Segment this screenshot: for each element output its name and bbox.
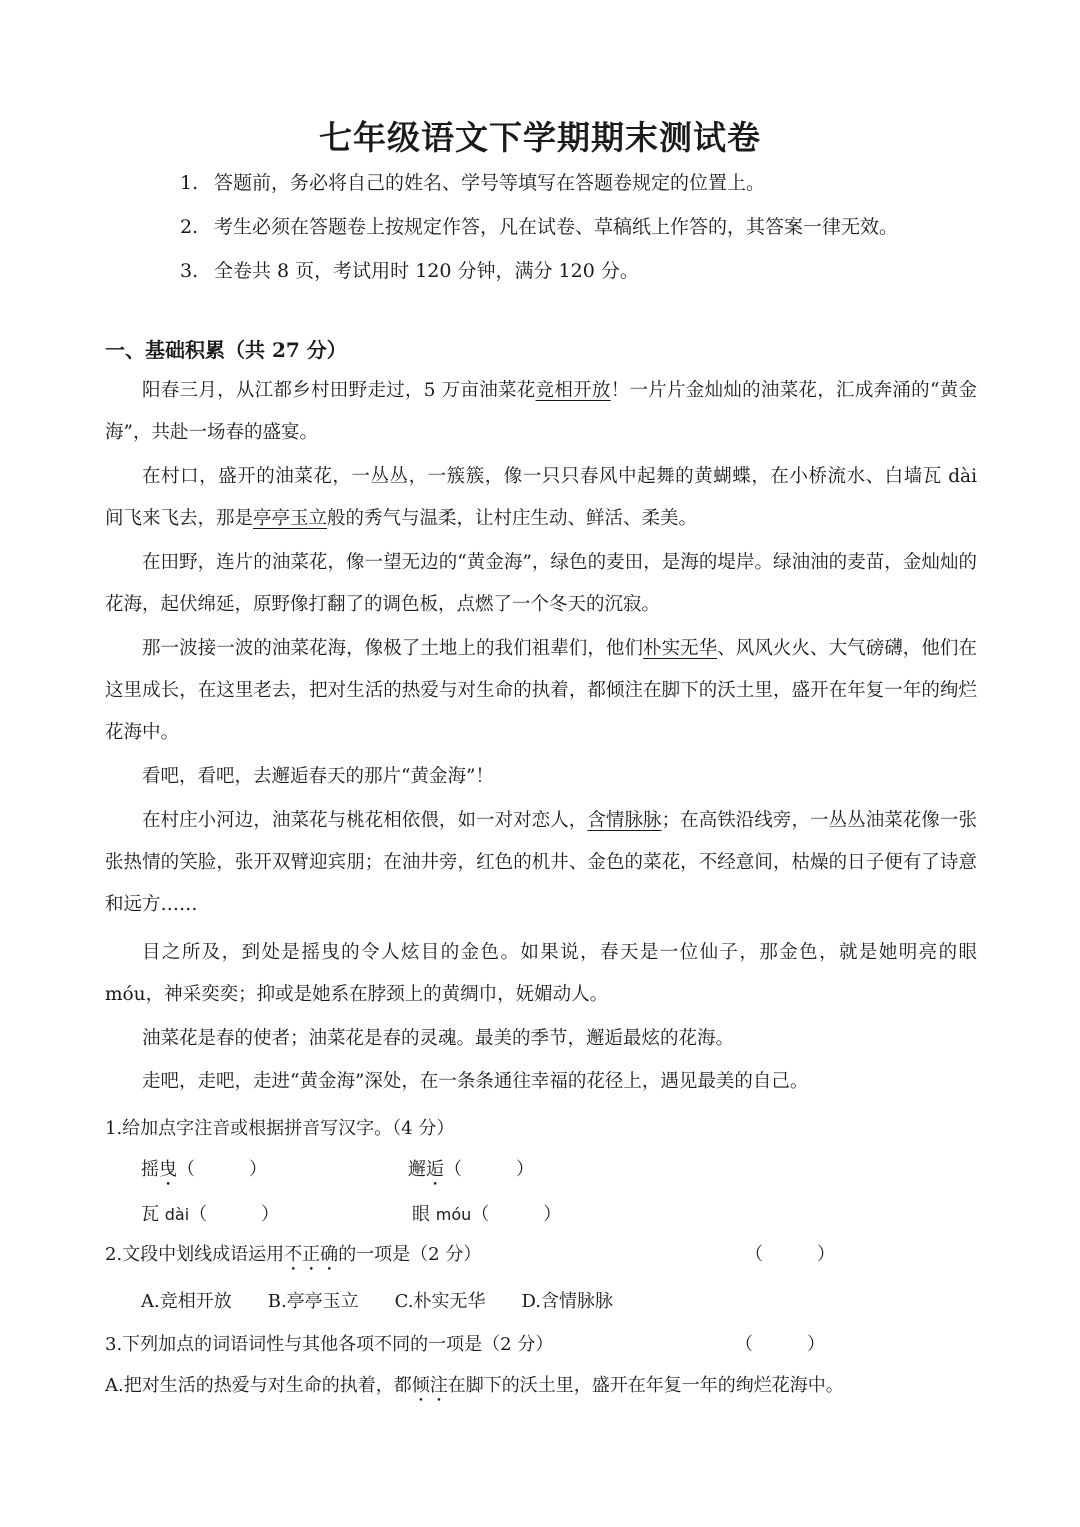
question-1-item-4: 眼 móu（ ） [412, 1204, 562, 1225]
notice-1 [180, 168, 765, 195]
passage-paragraph-8: 油菜花是春的使者；油菜花是春的灵魂。最美的季节，邂逅最炫的花海。 [142, 1028, 735, 1049]
underlined-idiom: 朴实无华 [643, 638, 718, 659]
notice-number: 1. [180, 172, 199, 194]
notice-3 [180, 256, 639, 283]
page-title: 七年级语文下学期期末测试卷 [319, 118, 761, 157]
passage-paragraph-7: 目之所及，到处是摇曳的令人炫目的金色。如果说，春天是一位仙子，那金色，就是她明亮的眼 móu，神采奕奕；抑或是她系在脖颈上的黄绸巾，妩媚动人。 [105, 942, 977, 1005]
dotted-char: 曳 [159, 1159, 177, 1180]
dotted-char: 逅 [426, 1159, 444, 1180]
notice-text: 全卷共 8 页，考试用时 120 分钟，满分 120 分。 [214, 260, 639, 282]
question-1-stem: 1.给加点字注音或根据拼音写汉字。（4 分） [105, 1118, 455, 1139]
notice-2 [180, 212, 898, 239]
underlined-idiom: 亭亭玉立 [253, 508, 328, 529]
answer-parentheses: （ ） [735, 1334, 825, 1355]
answer-parentheses: （ ） [745, 1244, 835, 1265]
passage-paragraph-3: 在田野，连片的油菜花，像一望无边的“黄金海”，绿色的麦田，是海的堤岸。绿油油的麦苗，金灿灿的花海，起伏绵延，原野像打翻了的调色板，点燃了一个冬天的沉寂。 [105, 552, 977, 615]
notice-text: 考生必须在答题卷上按规定作答，凡在试卷、草稿纸上作答的，其答案一律无效。 [214, 216, 899, 238]
dotted-phrase: 不正确 [284, 1244, 339, 1265]
passage-paragraph-5: 看吧，看吧，去邂逅春天的那片“黄金海”！ [142, 766, 494, 787]
passage-paragraph-6: 在村庄小河边，油菜花与桃花相依偎，如一对对恋人，含情脉脉；在高铁沿线旁，一丛丛油菜花像一张张热情的笑脸，张开双臂迎宾朋；在油井旁，红色的机井、金色的菜花，不经意间，枯燥的日子便有了诗意和远方…… [105, 810, 977, 915]
notice-text: 答题前，务必将自己的姓名、学号等填写在答题卷规定的位置上。 [214, 172, 766, 194]
passage-paragraph-1: 阳春三月，从江都乡村田野走过，5 万亩油菜花竞相开放！一片片金灿灿的油菜花，汇成奔涌的“黄金海”，共赴一场春的盛宴。 [105, 380, 977, 443]
notice-number: 2. [180, 216, 199, 238]
section-heading: 一、基础积累（共 27 分） [105, 338, 347, 362]
question-3-option-a: A.把对生活的热爱与对生命的执着，都倾注在脚下的沃土里，盛开在年复一年的绚烂花海中。 [105, 1375, 844, 1396]
question-3-stem: 3.下列加点的词语词性与其他各项不同的一项是（2 分） [105, 1334, 554, 1355]
question-1-item-2: 邂逅（ ） [408, 1159, 534, 1180]
underlined-idiom: 含情脉脉 [587, 810, 662, 831]
question-1-item-3: 瓦 dài（ ） [141, 1204, 280, 1225]
question-1-item-1: 摇曳（ ） [141, 1159, 267, 1180]
dotted-word: 倾注 [411, 1375, 448, 1396]
notice-number: 3. [180, 260, 199, 282]
passage-paragraph-4: 那一波接一波的油菜花海，像极了土地上的我们祖辈们，他们朴实无华、风风火火、大气磅礴，他们在这里成长，在这里老去，把对生活的热爱与对生命的执着，都倾注在脚下的沃土里，盛开在年复一年的绚烂花海中。 [105, 638, 977, 743]
passage-paragraph-9: 走吧，走吧，走进“黄金海”深处，在一条条通往幸福的花径上，遇见最美的自己。 [142, 1071, 809, 1092]
question-2-options: A.竞相开放 B.亭亭玉立 C.朴实无华 D.含情脉脉 [141, 1291, 614, 1312]
passage-paragraph-2: 在村口，盛开的油菜花，一丛丛，一簇簇，像一只只春风中起舞的黄蝴蝶，在小桥流水、白墙瓦 dài 间飞来飞去，那是亭亭玉立般的秀气与温柔，让村庄生动、鲜活、柔美。 [105, 466, 977, 529]
question-2-stem: 2.文段中划线成语运用不正确的一项是（2 分） [105, 1244, 482, 1265]
underlined-idiom: 竞相开放 [535, 380, 611, 401]
